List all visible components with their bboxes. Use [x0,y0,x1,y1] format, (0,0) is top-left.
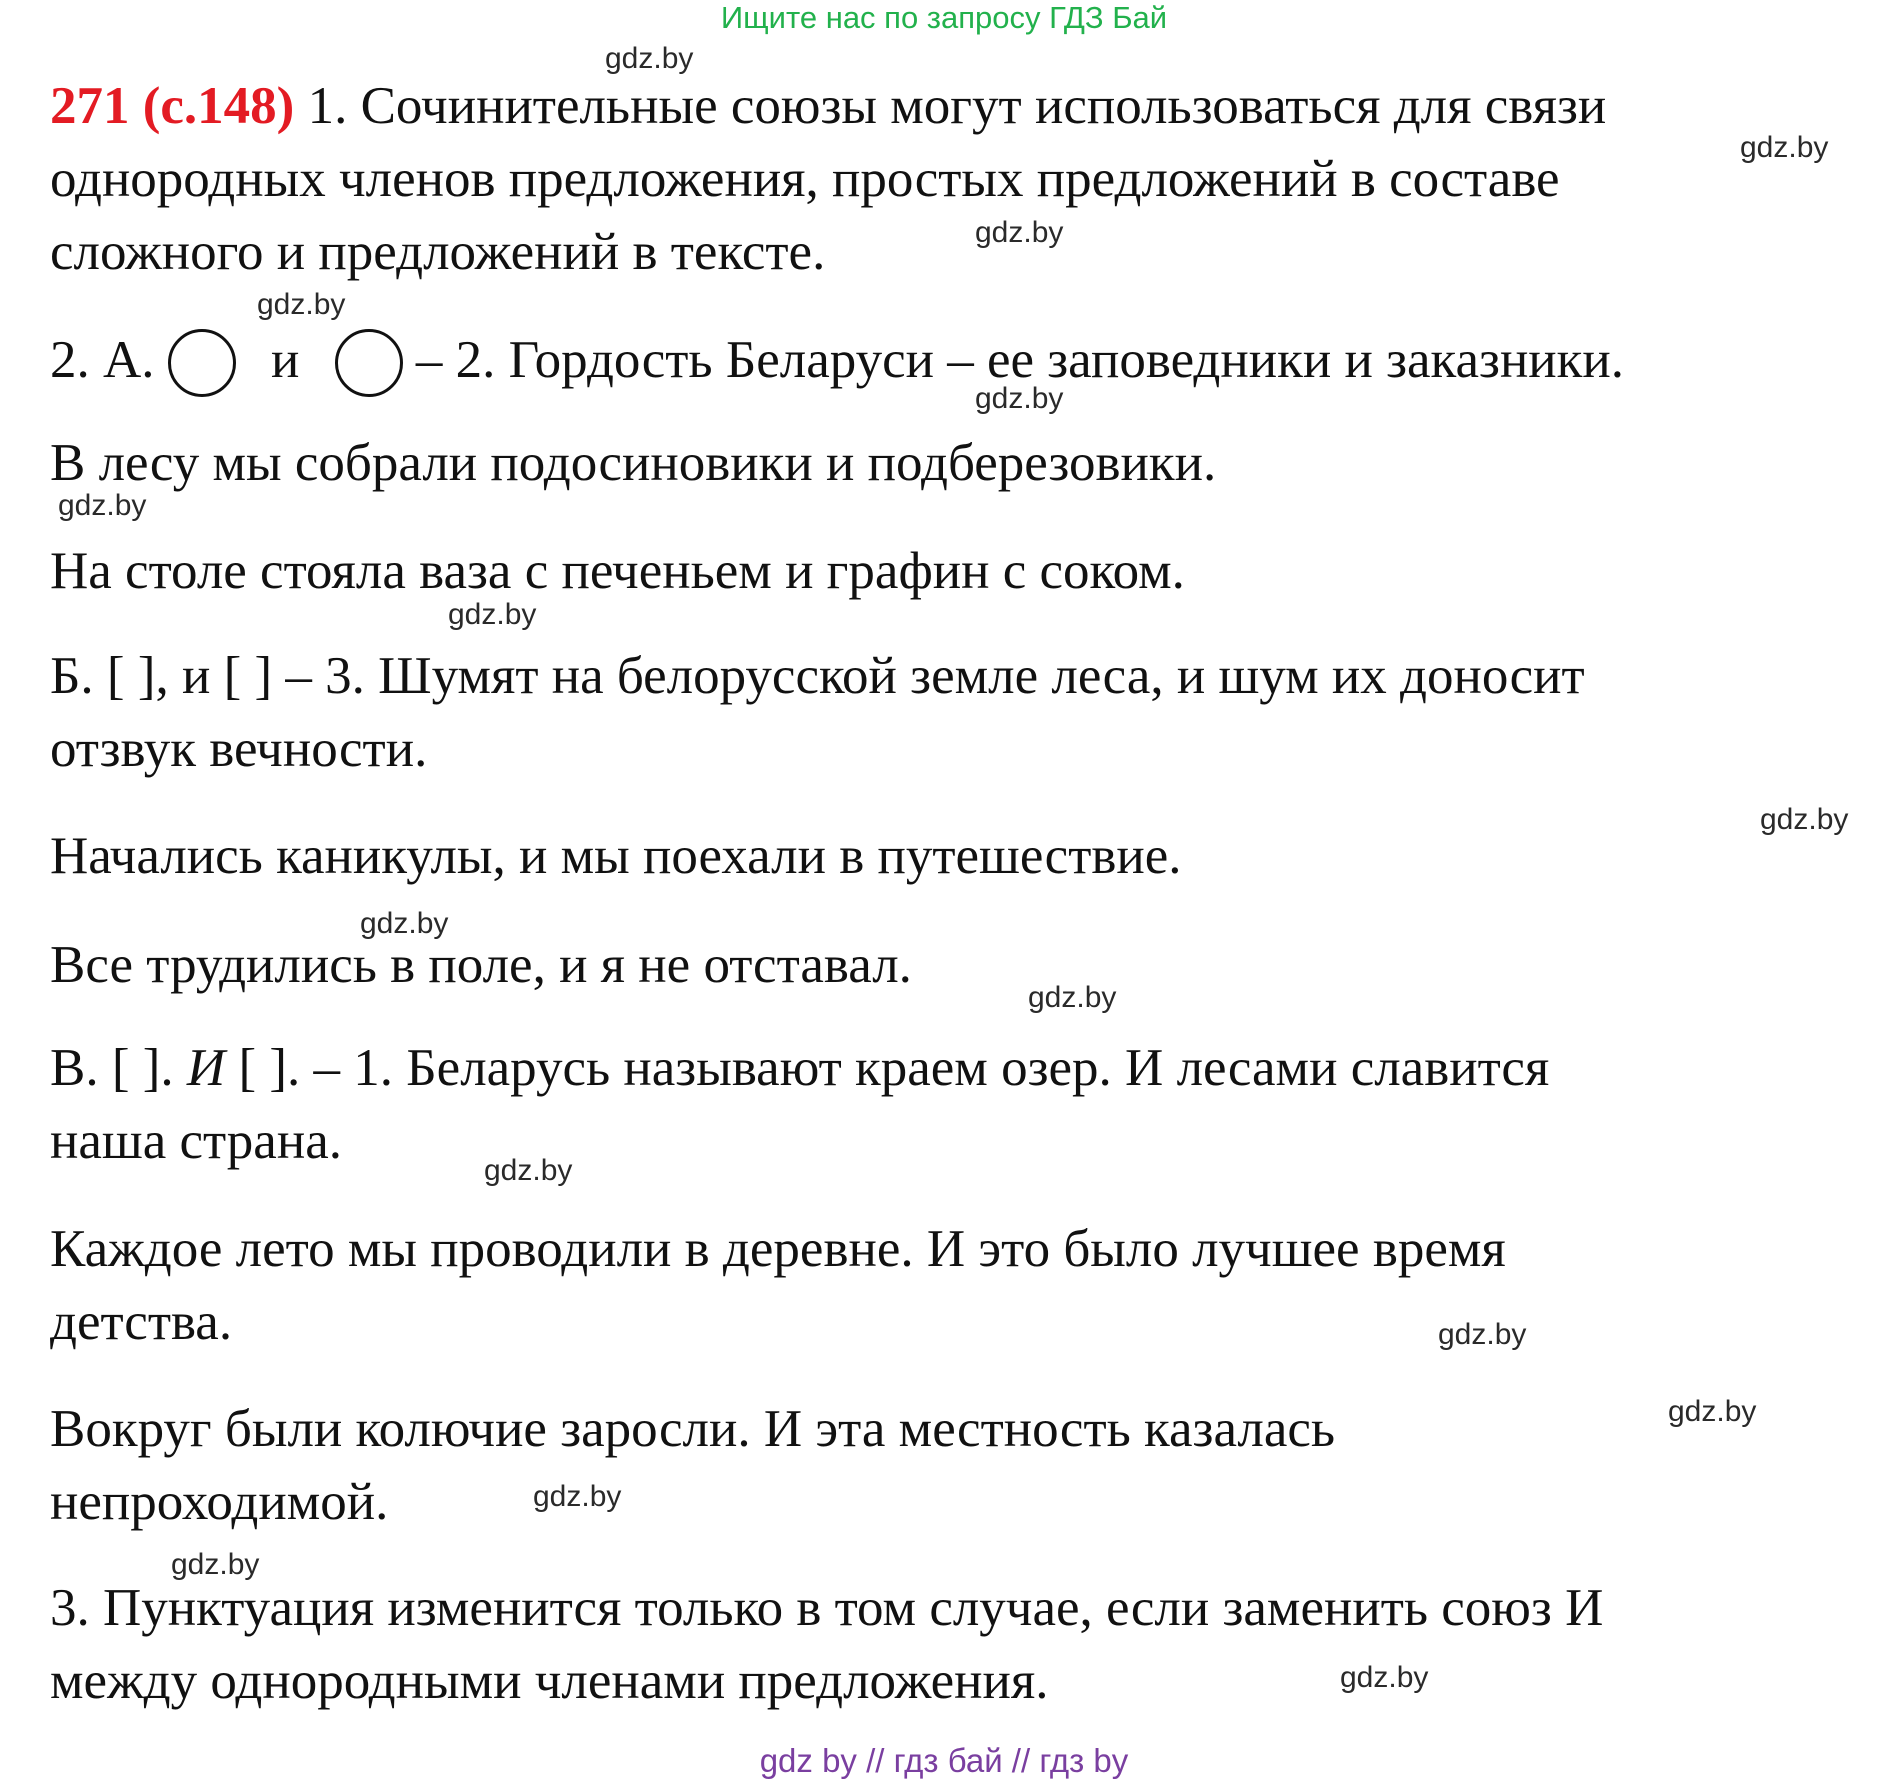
watermark: gdz.by [1028,981,1117,1014]
text-line: Все трудились в поле, и я не отставал. [50,936,912,994]
scheme-b: Б. [ ], и [ ] [50,647,273,705]
text-line: сложного и предложений в тексте. [50,223,826,281]
circle-scheme-icon [168,329,236,397]
circle-scheme-icon [335,329,403,397]
text-line [50,76,1606,136]
scheme-a-conj: и [271,331,300,389]
scheme-b-example: – 3. Шумят на белорусской земле леса, и шум их доносит [272,647,1585,705]
watermark: gdz.by [605,42,694,75]
search-hint: Ищите нас по запросу ГДЗ Бай [720,0,1168,35]
watermark: gdz.by [1668,1395,1757,1428]
scheme-v-example: [ ]. – 1. Беларусь называют краем озер. И лесами славится [225,1039,1550,1097]
watermark: gdz.by [975,382,1064,415]
text-line: Начались каникулы, и мы поехали в путешествие. [50,827,1182,885]
scheme-v-prefix: В. [ ]. [50,1039,174,1097]
watermark: gdz.by [360,907,449,940]
text-segment: 1. Сочинительные союзы могут использоваться для связи [294,77,1607,135]
exercise-number: 271 (с.148) [50,77,295,135]
scheme-a-prefix: 2. А. [50,331,155,389]
text-line: На столе стояла ваза с печеньем и графин с соком. [50,542,1185,600]
watermark: gdz.by [1438,1318,1527,1351]
watermark: gdz.by [1340,1661,1429,1694]
watermark: gdz.by [58,489,147,522]
text-line: Вокруг были колючие заросли. И эта местность казалась [50,1400,1336,1458]
text-line: однородных членов предложения, простых предложений в составе [50,150,1560,208]
text-line: В лесу мы собрали подосиновики и подберезовики. [50,434,1217,492]
watermark: gdz.by [257,288,346,321]
scheme-a-line [50,329,1624,397]
text-line: наша страна. [50,1112,342,1170]
scheme-v-line [50,1038,1549,1098]
text-line: между однородными членами предложения. [50,1652,1049,1710]
text-line: отзвук вечности. [50,720,428,778]
watermark: gdz.by [975,216,1064,249]
watermark: gdz.by [1760,803,1849,836]
watermark: gdz.by [533,1480,622,1513]
watermark: gdz.by [448,598,537,631]
text-line: детства. [50,1293,233,1351]
text-line: 3. Пунктуация изменится только в том случае, если заменить союз И [50,1579,1604,1637]
watermark: gdz.by [1740,131,1829,164]
footer-links: gdz by // гдз бай // гдз by [759,1742,1129,1779]
scheme-b-line [50,646,1585,706]
text-line: непроходимой. [50,1473,389,1531]
text-line: Каждое лето мы проводили в деревне. И это было лучшее время [50,1220,1506,1278]
scheme-a-example: – 2. Гордость Беларуси – ее заповедники и заказники. [415,331,1625,389]
watermark: gdz.by [171,1548,260,1581]
scheme-v-conj: И [186,1039,226,1097]
watermark: gdz.by [484,1154,573,1187]
